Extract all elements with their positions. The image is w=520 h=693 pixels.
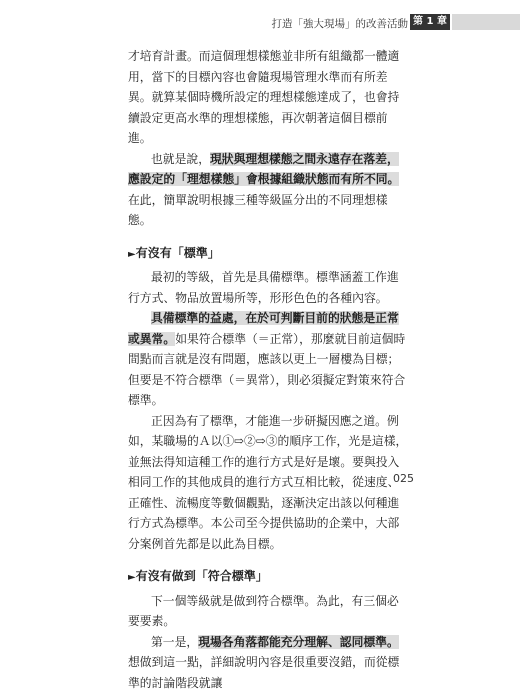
section-heading	[128, 243, 410, 266]
page-body	[128, 46, 410, 693]
triangle-bullet-icon: ►	[128, 572, 136, 583]
text: 第一是，	[151, 635, 198, 649]
heading-text: 有沒有「標準」	[136, 246, 220, 260]
page-number: 025	[393, 472, 414, 485]
text: 想做到這一點，詳細說明內容是很重要沒錯，而從標準的討論階段就讓	[128, 655, 399, 690]
paragraph: 正因為有了標準，才能進一步研擬因應之道。例如，某職場的Ａ以①⇨②⇨③的順序工作，光是這樣，並無法得知這種工作的進行方式是好是壞。要與投入相同工作的其他成員的進行方式互相比較，從速度、正確性、流暢度等數個觀點，逐漸決定出該以何種進行方式為標準。本公司至今提供協助的企業中，大部分案例首先都是以此為目標。	[128, 411, 410, 555]
section-heading	[128, 566, 410, 589]
text: 如果符合標準（＝正常），那麼就目前這個時間點而言就是沒有問題，應該以更上一層樓為目標；但要是不符合標準（＝異常），則必須擬定對策來符合標準。	[128, 332, 405, 408]
highlight: 現場各角落都能充分理解、認同標準。	[198, 635, 399, 649]
paragraph: 才培育計畫。而這個理想樣態並非所有組織都一體適用，當下的目標內容也會隨現場管理水準而有所差異。就算某個時機所設定的理想樣態達成了，也會持續設定更高水準的理想樣態，再次朝著這個目標前進。	[128, 46, 410, 149]
header-title: 打造「強大現場」的改善活動	[272, 16, 409, 31]
chapter-badge: 第 1 章	[410, 14, 450, 30]
paragraph	[128, 308, 410, 411]
highlight: 現狀與理想樣態之間永遠存在落差，應設定的「理想樣態」會根據組織狀態而有所不同。	[128, 152, 399, 187]
paragraph: 最初的等級，首先是具備標準。標準涵蓋工作進行方式、物品放置場所等，形形色色的各種內容。	[128, 267, 410, 308]
paragraph: 下一個等級就是做到符合標準。為此，有三個必要要素。	[128, 591, 410, 632]
highlight: 具備標準的益處，在於可判斷目前的狀態是正常或異常。	[128, 311, 399, 346]
running-header	[0, 12, 520, 36]
paragraph	[128, 632, 410, 693]
paragraph	[128, 149, 410, 231]
heading-text: 有沒有做到「符合標準」	[136, 569, 268, 583]
header-bar	[452, 14, 520, 30]
triangle-bullet-icon: ►	[128, 249, 136, 260]
text: 也就是說，	[151, 152, 210, 166]
text: 在此，簡單說明根據三種等級區分出的不同理想樣態。	[128, 193, 388, 228]
